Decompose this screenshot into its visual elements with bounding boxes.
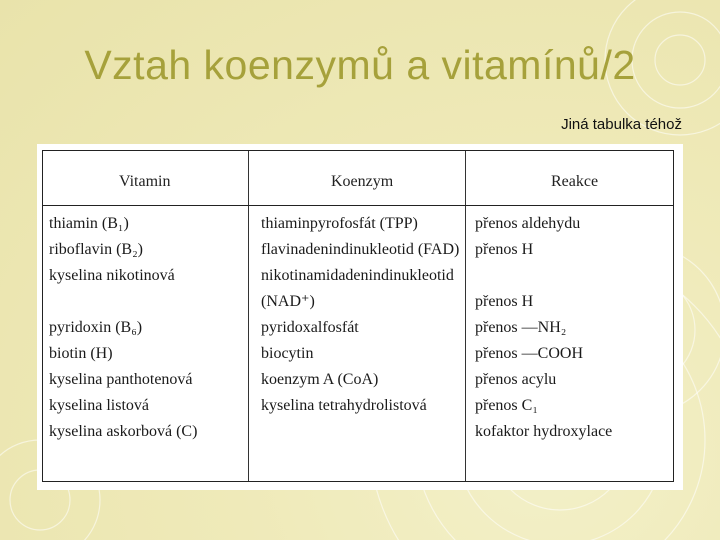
table-cell-coenzyme bbox=[261, 419, 459, 445]
table-cell-reaction: přenos H bbox=[475, 241, 534, 258]
slide-subtitle: Jiná tabulka téhož bbox=[561, 116, 682, 133]
table-cell-vitamin: kyselina nikotinová bbox=[49, 267, 175, 284]
vitamin-coenzyme-table bbox=[42, 150, 674, 482]
table-cell-coenzyme: nikotinamidadenindinukleotid bbox=[261, 267, 454, 284]
table-cell-reaction bbox=[475, 263, 612, 289]
slide-title: Vztah koenzymů a vitamínů/2 bbox=[84, 42, 636, 88]
header-vitamin: Vitamin bbox=[119, 173, 171, 190]
table-cell-vitamin: riboflavin (B₂) bbox=[49, 241, 143, 258]
table-cell-vitamin: kyselina listová bbox=[49, 397, 149, 414]
table-cell-reaction: přenos —COOH bbox=[475, 345, 583, 362]
table-cell-vitamin bbox=[49, 289, 197, 315]
table-cell-reaction: přenos aldehydu bbox=[475, 215, 581, 232]
table-cell-vitamin: biotin (H) bbox=[49, 345, 113, 362]
column-divider bbox=[465, 151, 466, 481]
table-cell-reaction: přenos —NH₂ bbox=[475, 319, 567, 336]
header-koenzym: Koenzym bbox=[331, 173, 394, 190]
table-cell-coenzyme: koenzym A (CoA) bbox=[261, 371, 379, 388]
table-cell-vitamin: kyselina askorbová (C) bbox=[49, 423, 198, 440]
header-reakce: Reakce bbox=[551, 173, 599, 190]
header-divider bbox=[43, 205, 673, 206]
table-cell-coenzyme: flavinadenindinukleotid (FAD) bbox=[261, 241, 460, 258]
scanned-table-image bbox=[37, 144, 683, 490]
vitamin-column bbox=[49, 211, 197, 445]
table-cell-coenzyme: thiaminpyrofosfát (TPP) bbox=[261, 215, 418, 232]
coenzyme-column bbox=[261, 211, 459, 445]
column-divider bbox=[248, 151, 249, 481]
table-cell-coenzyme: kyselina tetrahydrolistová bbox=[261, 397, 427, 414]
table-cell-reaction: kofaktor hydroxylace bbox=[475, 423, 613, 440]
table-cell-vitamin: pyridoxin (B₆) bbox=[49, 319, 143, 336]
table-cell-vitamin: thiamin (B₁) bbox=[49, 215, 129, 232]
reaction-column bbox=[475, 211, 612, 445]
table-cell-reaction: přenos C₁ bbox=[475, 397, 538, 414]
table-cell-reaction: přenos acylu bbox=[475, 371, 557, 388]
table-cell-coenzyme: pyridoxalfosfát bbox=[261, 319, 359, 336]
table-cell-reaction: přenos H bbox=[475, 293, 534, 310]
table-cell-vitamin: kyselina panthotenová bbox=[49, 371, 193, 388]
table-cell-coenzyme: biocytin bbox=[261, 345, 314, 362]
table-cell-coenzyme: (NAD⁺) bbox=[261, 293, 315, 310]
